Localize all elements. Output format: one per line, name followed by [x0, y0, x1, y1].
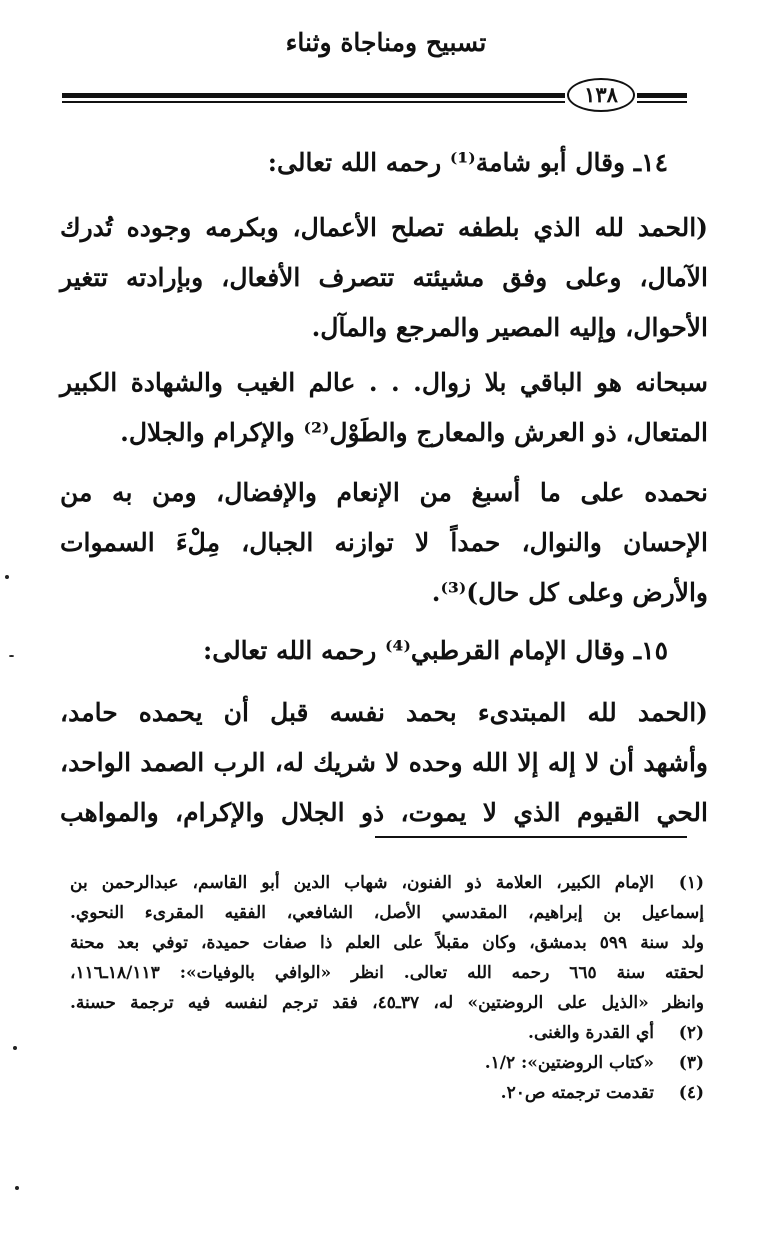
text-line: نحمده على ما أسبغ من الإنعام والإفضال، ومن به من — [60, 478, 708, 507]
footnote-1 — [70, 868, 704, 898]
text-line: الحي القيوم الذي لا يموت، ذو الجلال والإكرام، والمواهب — [60, 798, 708, 827]
footnote-1-line — [70, 928, 704, 958]
header-rule — [637, 93, 687, 98]
footnote-number: (٤) — [678, 1083, 704, 1103]
scan-speck — [13, 1046, 17, 1050]
footnote-number: (١) — [678, 873, 704, 893]
scan-speck — [9, 655, 14, 657]
text-line: الأحوال، وإليه المصير والمرجع والمآل. — [311, 313, 708, 342]
footnote-1-line — [70, 988, 704, 1018]
footnote-text: أي القدرة والغنى. — [528, 1023, 654, 1043]
footnote-number: (٢) — [678, 1023, 704, 1043]
footnote-text: تقدمت ترجمته ص٢٠. — [500, 1083, 654, 1103]
text-line: والأرض وعلى كل حال)⁽³⁾. — [431, 578, 708, 607]
text-line: الآمال، وعلى وفق مشيئته تتصرف الأفعال، وبإرادته تتغير — [60, 263, 708, 292]
footnote-4 — [70, 1078, 704, 1108]
footnote-text: الإمام الكبير، العلامة ذو الفنون، شهاب الدين أبو القاسم، عبدالرحمن بن — [70, 873, 654, 893]
text-line: المتعال، ذو العرش والمعارج والطَوْل⁽²⁾ والإكرام والجلال. — [120, 418, 708, 447]
footnote-1-line — [70, 898, 704, 928]
footnote-text: لحقته سنة ٦٦٥ رحمه الله تعالى. انظر «الوافي بالوفيات»: ١٨/١١٣ـ١١٦، — [70, 963, 705, 983]
footnote-separator — [375, 836, 687, 838]
text-line: سبحانه هو الباقي بلا زوال. . . عالم الغيب والشهادة الكبير — [60, 368, 708, 397]
section-heading: ١٥ـ وقال الإمام القرطبي⁽⁴⁾ رحمه الله تعالى: — [203, 636, 668, 665]
footnote-2 — [70, 1018, 704, 1048]
running-title: تسبيح ومناجاة وثناء — [285, 28, 487, 57]
footnote-text: وانظر «الذيل على الروضتين» له، ٣٧ـ٤٥، فقد ترجم لنفسه فيه ترجمة حسنة. — [70, 993, 704, 1013]
scan-speck — [5, 575, 9, 579]
text-line: (الحمد لله الذي بلطفه تصلح الأعمال، وبكرمه وجوده تُدرك — [60, 213, 708, 242]
footnote-3 — [70, 1048, 704, 1078]
header-rule — [62, 93, 565, 98]
text-line: الإحسان والنوال، حمداً لا توازنه الجبال، مِلْءَ السموات — [60, 528, 708, 557]
header-rule-thin — [62, 101, 565, 103]
section-heading: ١٤ـ وقال أبو شامة⁽¹⁾ رحمه الله تعالى: — [267, 148, 668, 177]
scan-speck — [15, 1186, 19, 1190]
text-line: (الحمد لله المبتدىء بحمد نفسه قبل أن يحمده حامد، — [60, 698, 708, 727]
footnote-text: «كتاب الروضتين»: ١/٢. — [484, 1053, 654, 1073]
text-line: وأشهد أن لا إله إلا الله وحده لا شريك له، الرب الصمد الواحد، — [60, 748, 708, 777]
footnote-text: إسماعيل بن إبراهيم، المقدسي الأصل، الشافعي، الفقيه المقرىء النحوي. — [70, 903, 704, 923]
page-number: ١٣٨ — [567, 78, 635, 112]
footnote-1-line — [70, 958, 704, 988]
footnote-text: ولد سنة ٥٩٩ بدمشق، وكان مقبلاً على العلم ذا صفات حميدة، توفي بعد محنة — [70, 933, 704, 953]
footnote-number: (٣) — [678, 1053, 704, 1073]
header-rule-thin — [637, 101, 687, 103]
